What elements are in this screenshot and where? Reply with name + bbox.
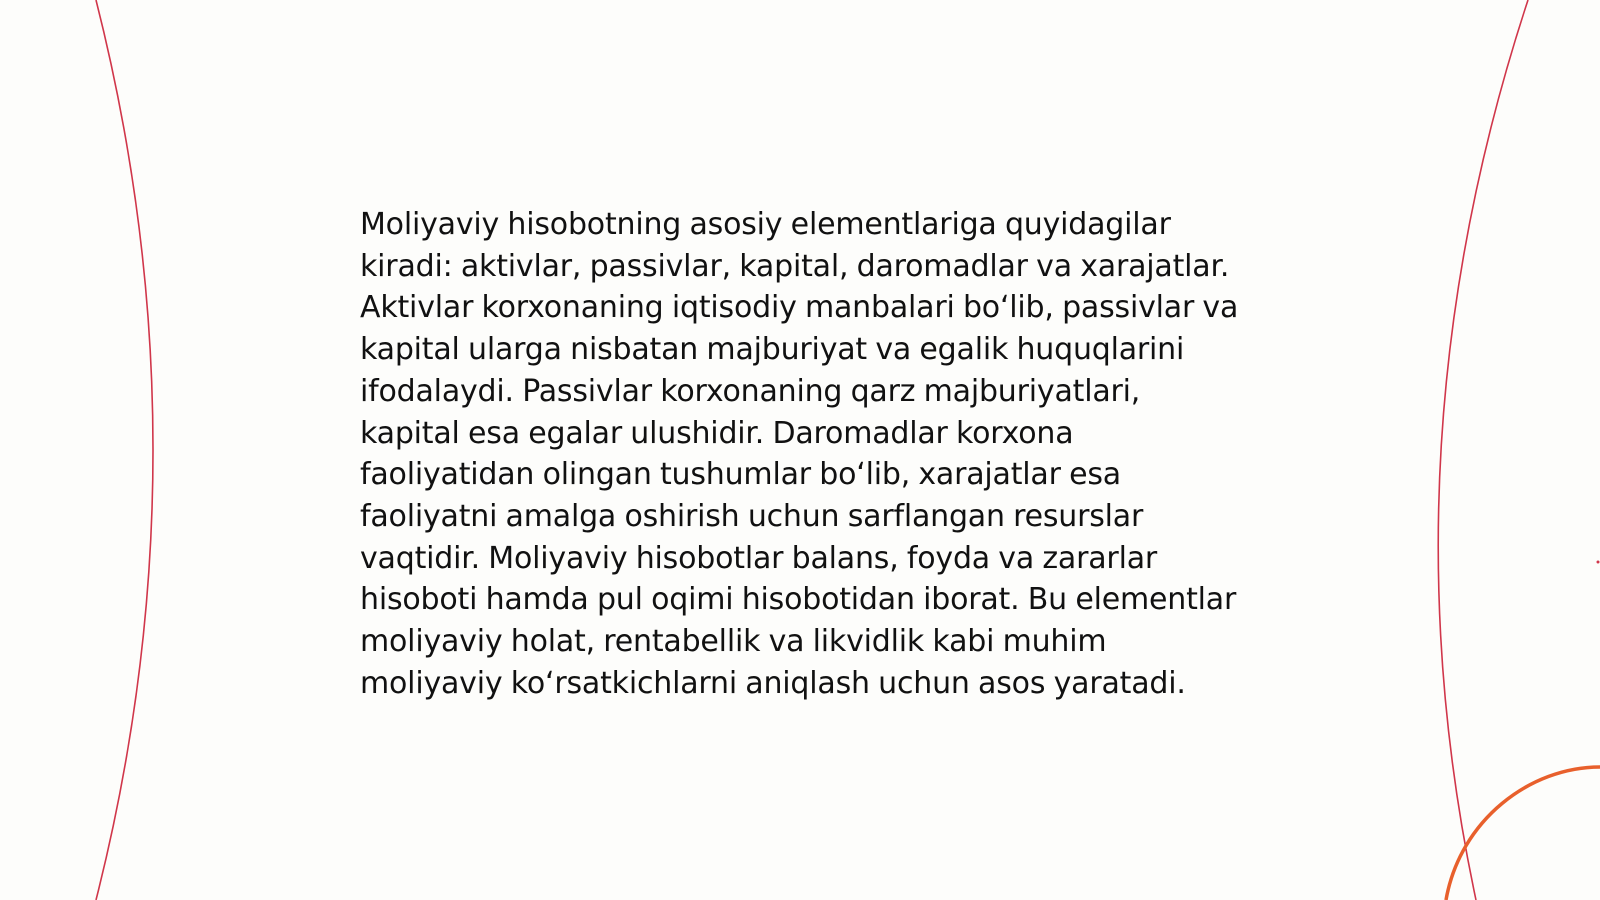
- right-curve-line: [1438, 0, 1528, 900]
- orange-arc: [1446, 767, 1600, 900]
- small-dot: [1597, 561, 1600, 564]
- body-text: Moliyaviy hisobotning asosiy elementlariga quyidagilar kiradi: aktivlar, passivlar, kapital, daromadlar va xarajatlar. Aktivlar korxonaning iqtisodiy manbalari bo‘lib, passivlar va kapital ularga nisbatan majburiyat va egalik huquqlarini ifodalaydi. Passivlar korxonaning qarz majburiyatlari, kapital esa egalar ulushidir. Daromadlar korxona faoliyatidan olingan tushumlar bo‘lib, xarajatlar esa faoliyatni amalga oshirish uchun sarflangan resurslar vaqtidir. Moliyaviy hisobotlar balans, foyda va zararlar hisoboti hamda pul oqimi hisobotidan iborat. Bu elementlar moliyaviy holat, rentabellik va likvidlik kabi muhim moliyaviy ko‘rsatkichlarni aniqlash uchun asos yaratadi.: [360, 207, 1239, 701]
- left-curve-line: [96, 0, 153, 900]
